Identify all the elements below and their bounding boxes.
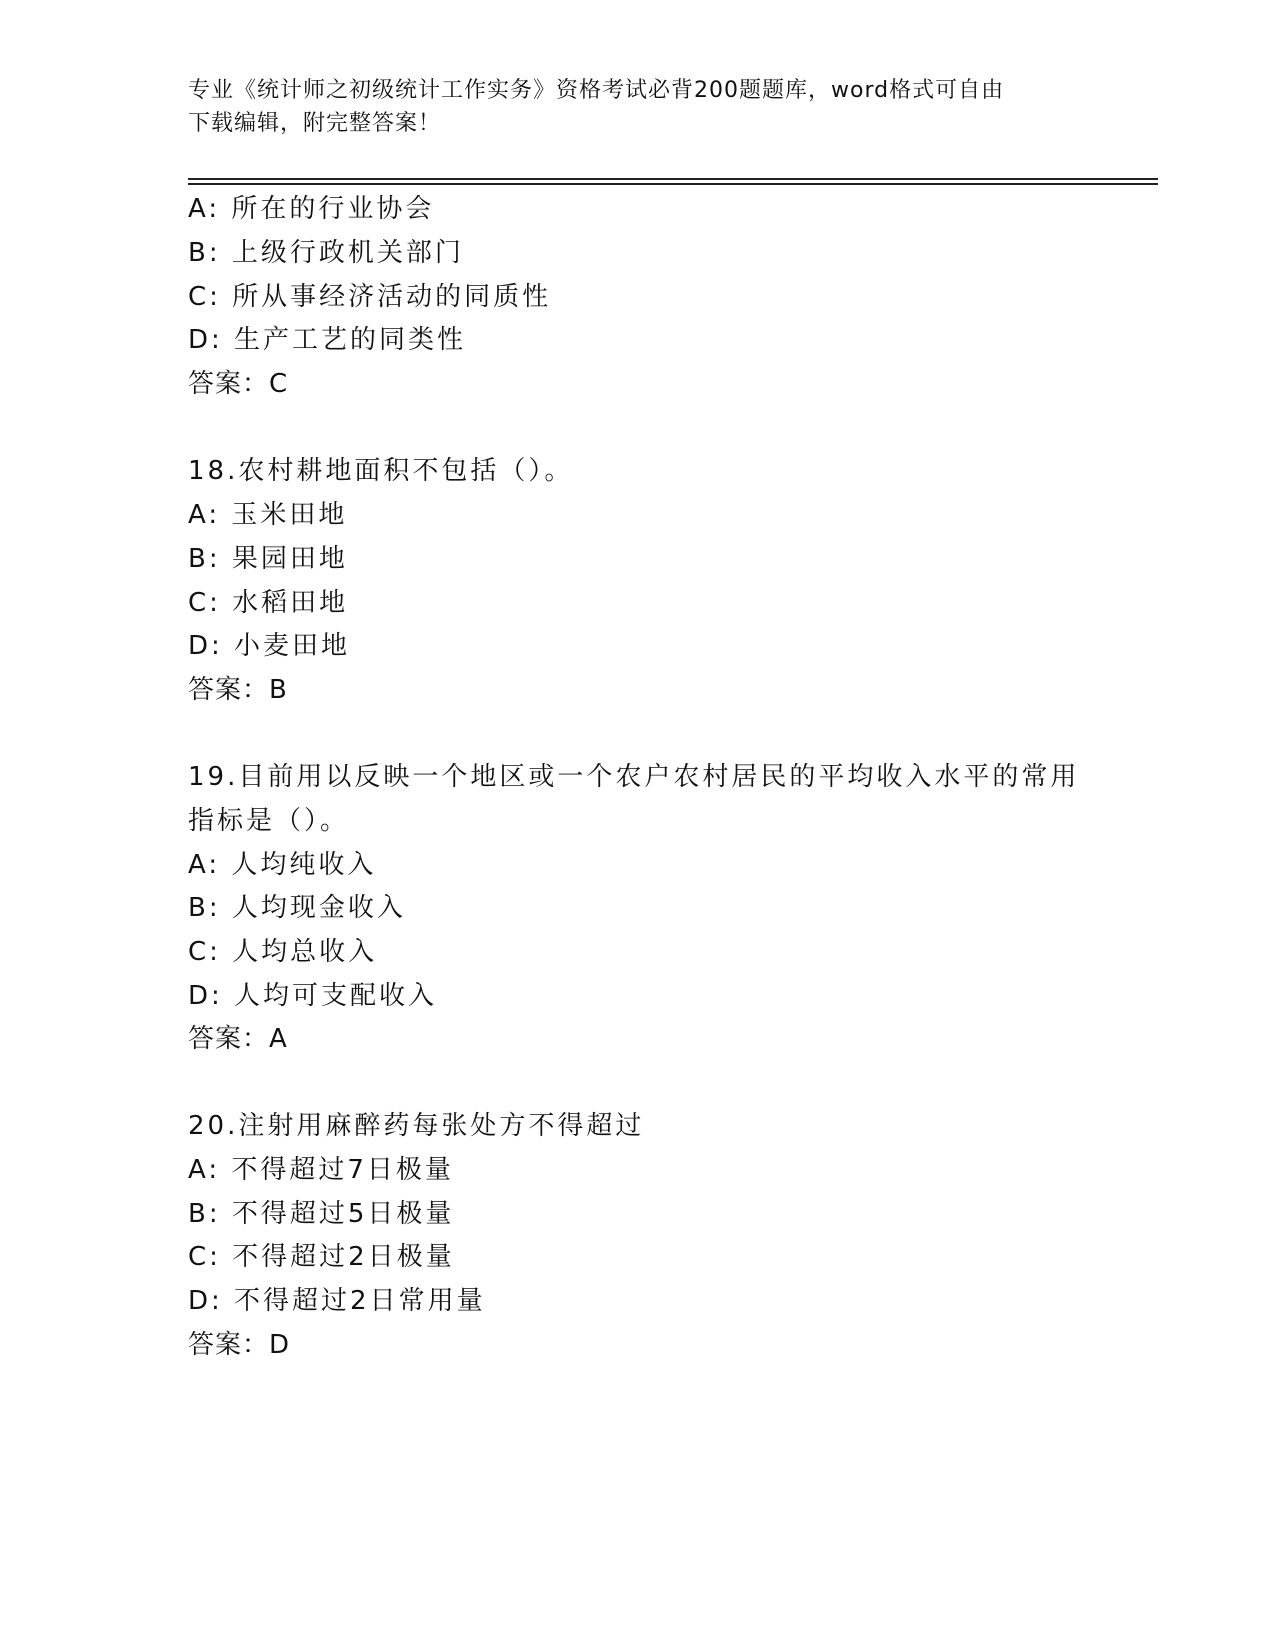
header-divider-bottom — [188, 183, 1158, 185]
q17-answer: 答案：C — [188, 369, 289, 399]
q20-option-a: A: 不得超过7日极量 — [188, 1155, 454, 1185]
header-divider-top — [188, 178, 1158, 180]
q20-option-b: B: 不得超过5日极量 — [188, 1199, 455, 1229]
q19-question-line-1: 19.目前用以反映一个地区或一个农户农村居民的平均收入水平的常用 — [188, 762, 1080, 792]
q19-option-b: B: 人均现金收入 — [188, 893, 406, 923]
document-header — [188, 74, 1088, 140]
q18-question: 18.农村耕地面积不包括（）。 — [188, 456, 574, 486]
q17-option-d: D: 生产工艺的同类性 — [188, 325, 467, 355]
q20-option-d: D: 不得超过2日常用量 — [188, 1286, 486, 1316]
q19-option-a: A: 人均纯收入 — [188, 850, 377, 880]
q18-option-b: B: 果园田地 — [188, 544, 348, 574]
q18-option-c: C: 水稻田地 — [188, 588, 349, 618]
header-line-2: 下载编辑，附完整答案！ — [188, 111, 442, 136]
q19-option-d: D: 人均可支配收入 — [188, 981, 438, 1011]
q19-option-c: C: 人均总收入 — [188, 937, 378, 967]
q18-option-a: A: 玉米田地 — [188, 500, 348, 530]
q20-option-c: C: 不得超过2日极量 — [188, 1242, 455, 1272]
q19-answer: 答案：A — [188, 1024, 288, 1054]
q17-option-c: C: 所从事经济活动的同质性 — [188, 282, 552, 312]
q20-answer: 答案：D — [188, 1330, 291, 1360]
q17-option-b: B: 上级行政机关部门 — [188, 238, 464, 268]
q18-option-d: D: 小麦田地 — [188, 631, 351, 661]
q17-option-a: A: 所在的行业协会 — [188, 194, 435, 224]
q20-question: 20.注射用麻醉药每张处方不得超过 — [188, 1111, 645, 1141]
q18-answer: 答案：B — [188, 675, 288, 705]
header-line-1: 专业《统计师之初级统计工作实务》资格考试必背200题题库，word格式可自由 — [188, 78, 1005, 103]
q19-question-line-2: 指标是（）。 — [188, 806, 350, 836]
